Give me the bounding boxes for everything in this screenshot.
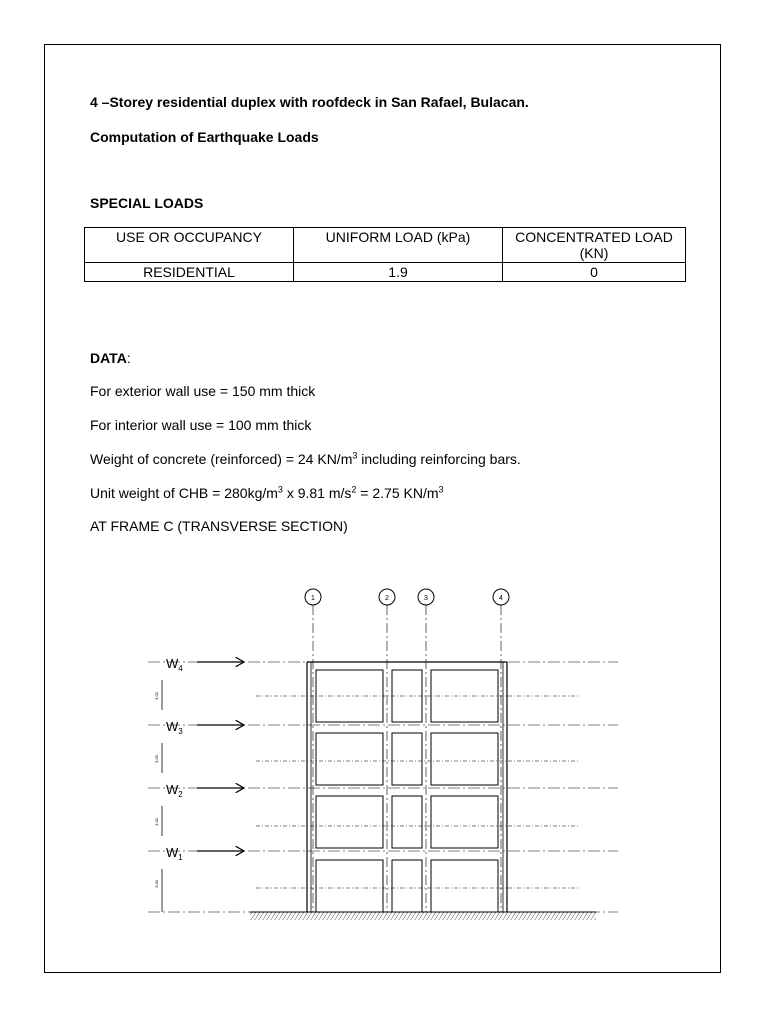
grid-label-1: 1 (311, 595, 315, 602)
load-label: $W_1$ (166, 845, 183, 862)
superscript: 3 (438, 484, 444, 495)
frame-label: AT FRAME C (TRANSVERSE SECTION) (90, 518, 348, 534)
load-w3 (166, 719, 244, 736)
data-heading-colon: : (126, 350, 131, 366)
grid-line-3 (418, 589, 434, 912)
table-header-cell: USE OR OCCUPANCY (85, 228, 294, 263)
grid-line-2 (379, 589, 395, 912)
load-label: $W_2$ (166, 782, 183, 799)
load-w4 (166, 656, 244, 673)
grid-label-4: 4 (499, 595, 503, 602)
load-w1 (166, 845, 244, 862)
superscript: 3 (277, 484, 283, 495)
svg-text:3.00: 3.00 (154, 692, 159, 700)
superscript: 3 (352, 450, 358, 461)
special-loads-heading: SPECIAL LOADS (90, 195, 204, 211)
document-subtitle: Computation of Earthquake Loads (90, 129, 319, 145)
frame-panels (316, 670, 498, 912)
svg-text:3.00: 3.00 (154, 755, 159, 763)
table-header-cell: CONCENTRATED LOAD (KN) (503, 228, 686, 263)
chb-text: Unit weight of CHB = 280kg/m (90, 485, 278, 501)
svg-text:3.00: 3.00 (154, 880, 159, 888)
table-cell: 0 (503, 263, 686, 282)
superscript: 2 (351, 484, 357, 495)
grid-label-2: 2 (385, 595, 389, 602)
storey-height-labels (154, 691, 159, 888)
load-w2 (166, 782, 244, 799)
concrete-weight-text-end: including reinforcing bars. (357, 451, 521, 467)
concrete-weight-text: Weight of concrete (reinforced) = 24 KN/m (90, 451, 353, 467)
table-cell: 1.9 (294, 263, 503, 282)
chb-text: x 9.81 m/s (282, 485, 352, 501)
load-label: $W_3$ (166, 719, 183, 736)
interior-wall-line: For interior wall use = 100 mm thick (90, 417, 312, 433)
exterior-wall-line: For exterior wall use = 150 mm thick (90, 383, 316, 399)
load-label: $W_4$ (166, 656, 183, 673)
building-frame (307, 662, 507, 912)
table-cell: RESIDENTIAL (85, 263, 294, 282)
data-heading: DATA (90, 350, 127, 366)
ground-line (250, 912, 596, 920)
chb-text: = 2.75 KN/m (356, 485, 439, 501)
document-title: 4 –Storey residential duplex with roofdeck in San Rafael, Bulacan. (90, 94, 529, 110)
grid-label-3: 3 (424, 595, 428, 602)
table-header-cell: UNIFORM LOAD (kPa) (294, 228, 503, 263)
svg-text:3.00: 3.00 (154, 818, 159, 826)
